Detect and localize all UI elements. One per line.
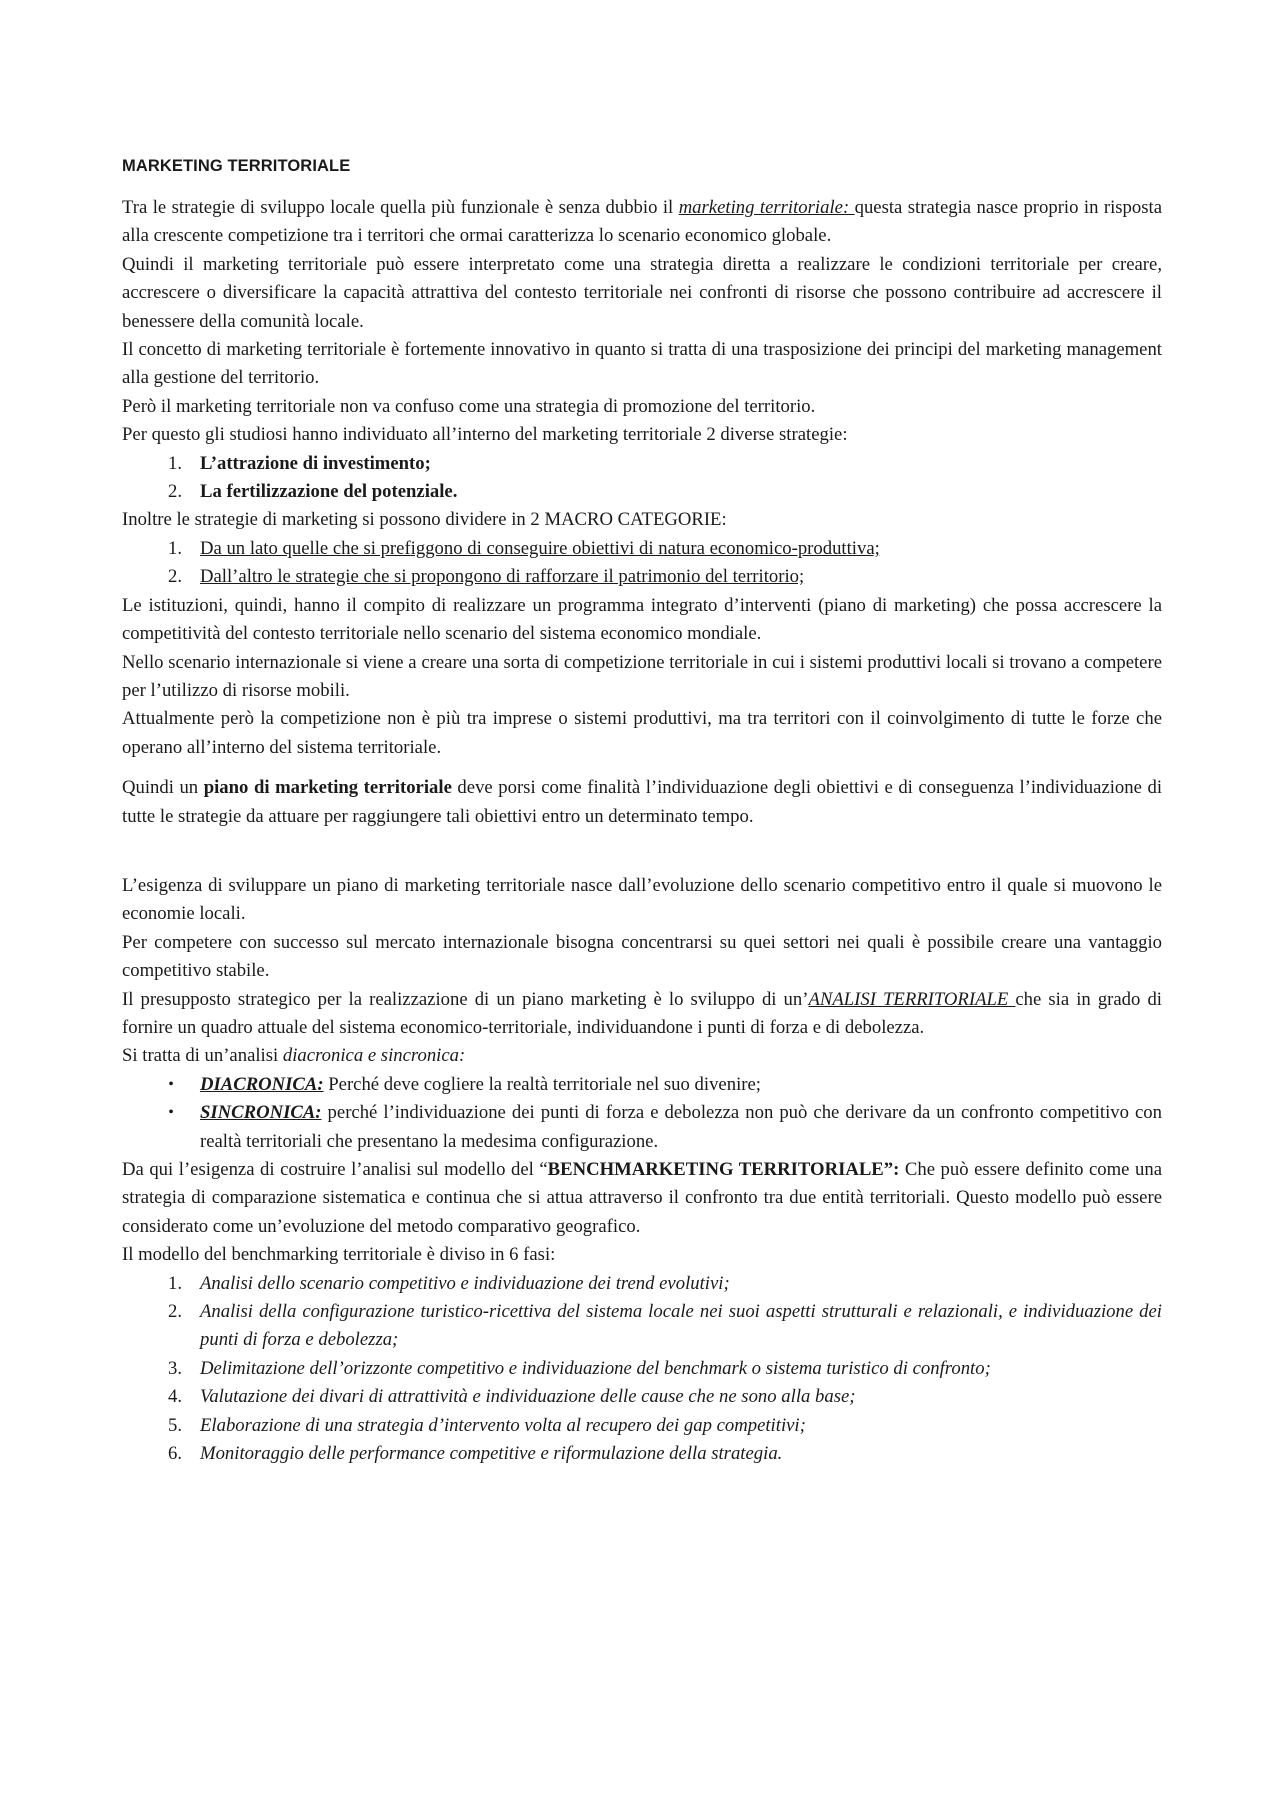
phase-item bbox=[122, 1383, 1162, 1411]
phase-text: Analisi della configurazione turistico-ricettiva del sistema locale nei suoi aspetti strutturali e relazionali, e individuazione dei punti di forza e debolezza; bbox=[200, 1301, 1162, 1351]
bullet-text: Perché deve cogliere la realtà territoriale nel suo divenire; bbox=[323, 1073, 761, 1095]
paragraph-text: Che può essere definito come una strategia di comparazione sistematica e continua che si attua attraverso il confronto tra due entità territoriali. Questo modello può essere considerato come un’evoluzione del metodo comparativo geografico. bbox=[122, 1159, 1162, 1237]
paragraph: Quindi il marketing territoriale può essere interpretato come una strategia diretta a realizzare le condizioni territoriale per creare, accrescere o diversificare la capacità attrattiva del contesto territoriale nei confronti di risorse che possono contribuire ad accrescere il benessere della comunità locale. bbox=[122, 253, 1162, 332]
paragraph: Attualmente però la competizione non è più tra imprese o sistemi produttivi, ma tra territori con il coinvolgimento di tutte le forze che operano all’interno del sistema territoriale. bbox=[122, 708, 1162, 758]
piano-marketing-term: piano di marketing territoriale bbox=[203, 777, 452, 799]
list-number: 6. bbox=[167, 1443, 182, 1465]
list-item bbox=[122, 535, 1162, 563]
paragraph-intro bbox=[122, 194, 1162, 251]
phase-item bbox=[122, 1270, 1162, 1298]
list-number: 1. bbox=[167, 537, 182, 559]
paragraph-text: Il presupposto strategico per la realizzazione di un piano marketing è lo sviluppo di un’ bbox=[122, 988, 809, 1010]
list-item bbox=[122, 450, 1162, 478]
list-item-text: Da un lato quelle che si prefiggono di conseguire obiettivi di natura economico-produttiva; bbox=[200, 537, 880, 559]
list-number: 2. bbox=[167, 1301, 182, 1323]
paragraph-text: questa strategia nasce proprio in risposta alla crescente competizione tra i territori che ormai caratterizza lo scenario economico globale. bbox=[122, 197, 1162, 247]
paragraph-text: Si tratta di un’analisi bbox=[122, 1045, 283, 1067]
list-item bbox=[122, 563, 1162, 591]
phase-text: Analisi dello scenario competitivo e individuazione dei trend evolutivi; bbox=[200, 1272, 730, 1294]
bullet-term: SINCRONICA: bbox=[200, 1102, 322, 1124]
paragraph: Inoltre le strategie di marketing si possono dividere in 2 MACRO CATEGORIE: bbox=[122, 509, 727, 531]
phase-item bbox=[122, 1412, 1162, 1440]
list-number: 5. bbox=[167, 1414, 182, 1436]
phases-list bbox=[122, 1270, 1162, 1469]
strategies-list bbox=[122, 450, 1162, 507]
paragraph: Il modello del benchmarking territoriale è diviso in 6 fasi: bbox=[122, 1244, 556, 1266]
bullet-item bbox=[122, 1071, 1162, 1099]
document-page bbox=[122, 152, 1162, 1468]
paragraph: Però il marketing territoriale non va confuso come una strategia di promozione del territorio. bbox=[122, 395, 816, 417]
macro-categories-list bbox=[122, 535, 1162, 592]
paragraph-benchmarketing bbox=[122, 1156, 1162, 1241]
list-item-text: La fertilizzazione del potenziale. bbox=[200, 481, 458, 503]
list-number: 4. bbox=[167, 1386, 182, 1408]
paragraph-text: deve porsi come finalità l’individuazione degli obiettivi e di conseguenza l’individuazione di tutte le strategie da attuare per raggiungere tali obiettivi entro un determinato tempo. bbox=[122, 777, 1163, 827]
paragraph: Per questo gli studiosi hanno individuato all’interno del marketing territoriale 2 diverse strategie: bbox=[122, 424, 848, 446]
paragraph-italic: diacronica e sincronica: bbox=[282, 1045, 466, 1067]
paragraph: Le istituzioni, quindi, hanno il compito di realizzare un programma integrato d’interventi (piano di marketing) che possa accrescere la competitività del contesto territoriale nello scenario del sistema economico mondiale. bbox=[122, 594, 1162, 645]
list-number: 1. bbox=[167, 1272, 182, 1294]
bullet-term: DIACRONICA: bbox=[200, 1073, 324, 1095]
bullet-icon: • bbox=[168, 1104, 174, 1122]
list-number: 2. bbox=[167, 566, 182, 588]
bullet-icon: • bbox=[168, 1075, 174, 1093]
paragraph: Nello scenario internazionale si viene a creare una sorta di competizione territoriale in cui i sistemi produttivi locali si trovano a competere per l’utilizzo di risorse mobili. bbox=[122, 651, 1162, 701]
paragraph: L’esigenza di sviluppare un piano di marketing territoriale nasce dall’evoluzione dello scenario competitivo entro il quale si muovono le economie locali. bbox=[122, 874, 1162, 925]
list-number: 3. bbox=[167, 1357, 182, 1379]
phase-text: Monitoraggio delle performance competitive e riformulazione della strategia. bbox=[200, 1443, 783, 1465]
paragraph-text: Quindi un bbox=[122, 777, 204, 799]
list-item-text: Dall’altro le strategie che si propongono di rafforzare il patrimonio del territorio; bbox=[200, 566, 805, 588]
phase-item bbox=[122, 1355, 1162, 1383]
list-number: 2. bbox=[167, 481, 182, 503]
analysis-bullet-list bbox=[122, 1071, 1162, 1156]
document-title: MARKETING TERRITORIALE bbox=[122, 157, 351, 175]
list-item bbox=[122, 478, 1162, 506]
paragraph-text: Tra le strategie di sviluppo locale quella più funzionale è senza dubbio il bbox=[122, 197, 679, 218]
list-item-text: L’attrazione di investimento; bbox=[200, 452, 431, 474]
bullet-text: perché l’individuazione dei punti di forza e debolezza non può che derivare da un confronto competitivo con realtà territoriali che presentano la medesima configurazione. bbox=[200, 1102, 1162, 1152]
paragraph-analisi bbox=[122, 986, 1162, 1043]
benchmarketing-term: BENCHMARKETING TERRITORIALE”: bbox=[547, 1159, 900, 1180]
paragraph bbox=[122, 1042, 1162, 1070]
paragraph-text: Da qui l’esigenza di costruire l’analisi sul modello del “ bbox=[122, 1159, 548, 1180]
phase-text: Delimitazione dell’orizzonte competitivo e individuazione del benchmark o sistema turistico di confronto; bbox=[200, 1357, 991, 1379]
paragraph: Il concetto di marketing territoriale è fortemente innovativo in quanto si tratta di una trasposizione dei principi del marketing management alla gestione del territorio. bbox=[122, 339, 1162, 389]
marketing-territoriale-term: marketing territoriale: bbox=[678, 197, 855, 218]
analisi-territoriale-term: ANALISI TERRITORIALE bbox=[808, 988, 1016, 1010]
phase-item bbox=[122, 1298, 1162, 1355]
bullet-item bbox=[122, 1099, 1162, 1156]
list-number: 1. bbox=[167, 452, 182, 474]
paragraph: Per competere con successo sul mercato internazionale bisogna concentrarsi su quei settori nei quali è possibile creare una vantaggio competitivo stabile. bbox=[122, 931, 1162, 982]
phase-text: Valutazione dei divari di attrattività e individuazione delle cause che ne sono alla base; bbox=[200, 1386, 856, 1408]
phase-item bbox=[122, 1440, 1162, 1468]
paragraph-piano bbox=[122, 774, 1162, 831]
phase-text: Elaborazione di una strategia d’intervento volta al recupero dei gap competitivi; bbox=[200, 1414, 806, 1436]
paragraph-text: che sia in grado di fornire un quadro attuale del sistema economico-territoriale, individuandone i punti di forza e di debolezza. bbox=[122, 988, 1162, 1038]
